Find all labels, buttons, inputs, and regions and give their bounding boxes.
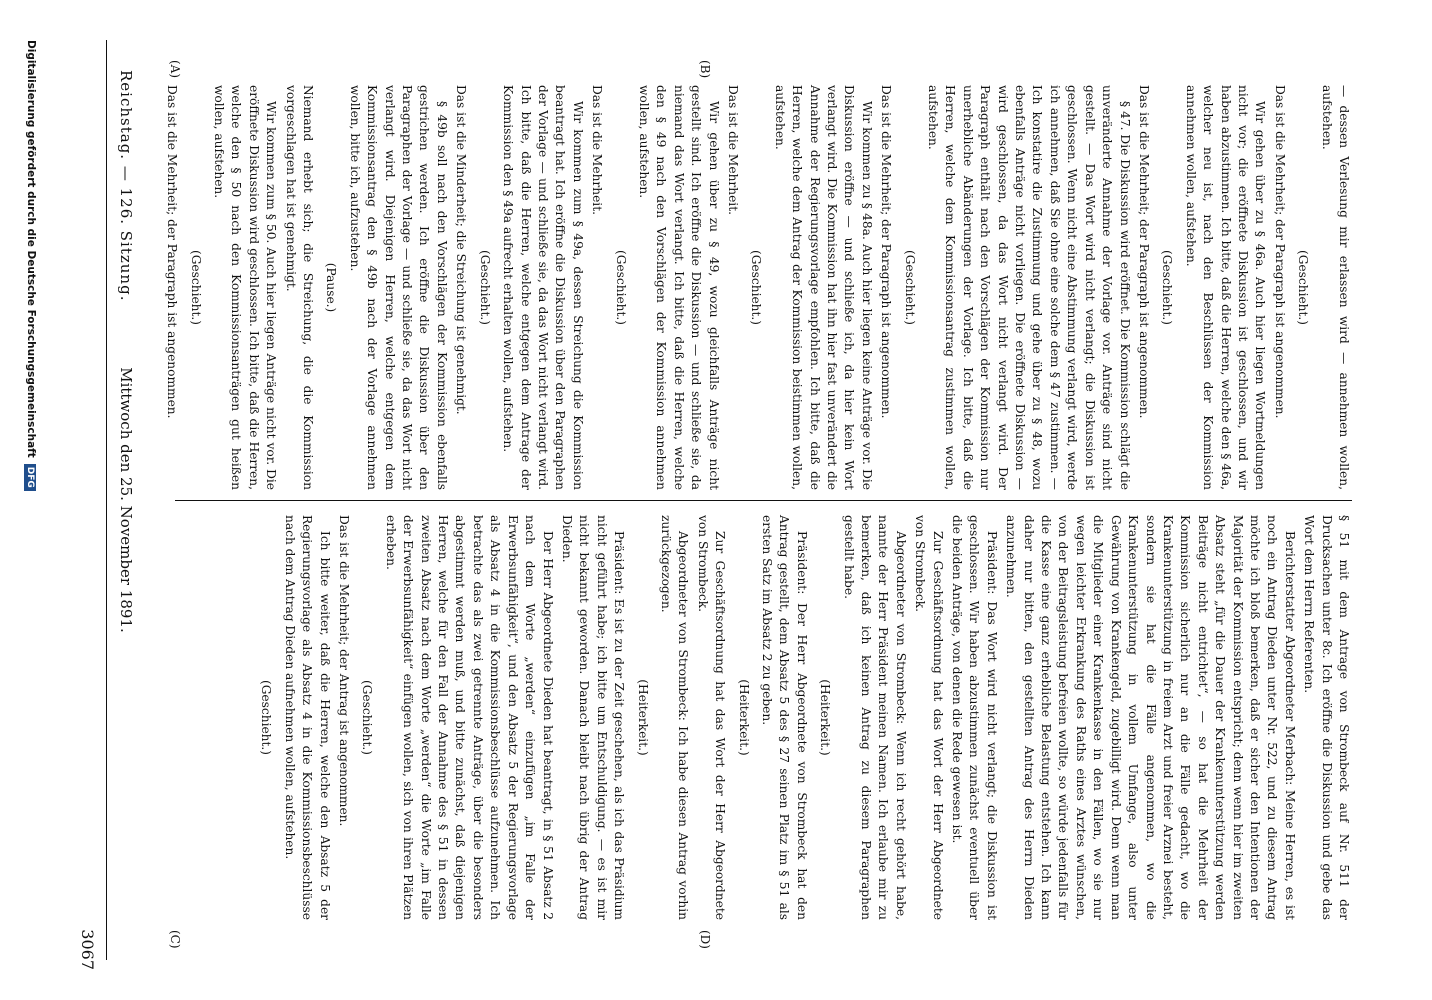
marker-a: (A) — [168, 60, 182, 79]
paragraph: § 47. Die Diskussion wird eröffnet. Die Kommission schlägt die unveränderte Annahme der Vorlage vor. Anträge sind nicht gestellt. — Das Wort wird nicht verlangt; die Diskussion ist geschlossen. Wenn nicht eine Abstimmung verlangt wird, werde ich annehmen, daß Sie ohne eine solche dem § 47 zustimmen. — Ich konstatire die Zustimmung und gehe über zu § 48, wozu ebenfalls Anträge nicht vorliegen. Die eröffnete Diskussion — wird geschlossen, da das Wort nicht verlangt wird. Der Paragraph enthält nach den Vorschlägen der Kommission nur unerhebliche Abänderungen der Vorlage. Ich bitte, daß die Herren, welche dem Kommissionsantrag zustimmen wollen, aufstehen. — [926, 85, 1132, 490]
paragraph: (Geschieht.) — [749, 249, 764, 326]
paragraph: (Pause.) — [324, 262, 339, 313]
paragraph: Zur Geschäftsordnung hat das Wort der Herr Abgeordnete von Strombeck. — [695, 515, 728, 920]
paragraph: Das ist die Mehrheit; der Paragraph ist angenommen. — [165, 85, 180, 419]
paragraph: Wir gehen über zu § 46a. Auch hier liegen Wortmeldungen nicht vor; die eröffnete Diskussion ist geschlossen, und wir haben abzustimmen. Ich bitte, daß die Herren, welche den § 46a, welcher neu ist, nach den Beschlüssen der Kommission annehmen wollen, aufstehen. — [1183, 85, 1268, 490]
paragraph: (Heiterkeit.) — [736, 679, 751, 756]
paragraph: (Geschieht.) — [188, 249, 203, 326]
paragraph: (Geschieht.) — [1296, 249, 1311, 326]
paragraph: (Geschieht.) — [259, 679, 274, 756]
paragraph: Abgeordneter von Strombeck: Ich habe diesen Antrag vorhin zurückgezogen. — [658, 515, 691, 920]
paragraph: (Geschieht.) — [1160, 249, 1175, 326]
paragraph: Das ist die Minderheit; die Streichung ist genehmigt. — [454, 85, 469, 415]
header-date: Mittwoch den 25. November 1891. — [117, 367, 135, 633]
paragraph: Das ist die Mehrheit; der Paragraph ist angenommen. — [879, 85, 894, 419]
left-column — [165, 85, 1352, 490]
paragraph: (Geschieht.) — [613, 249, 628, 326]
paragraph: (Geschieht.) — [360, 679, 375, 756]
paragraph: Das ist die Mehrheit; der Antrag ist angenommen. — [337, 515, 352, 827]
paragraph: Das ist die Mehrheit; der Paragraph ist angenommen. — [1272, 85, 1287, 419]
paragraph: Das ist die Mehrheit; der Paragraph ist angenommen. — [1136, 85, 1151, 419]
paragraph: Ich bitte weiter, daß die Herren, welche den Absatz 5 der Regierungsvorlage als Absatz 4 in die Kommissionsbeschlüsse nach dem Antrag Dieden aufnehmen wollen, aufstehen. — [282, 515, 332, 920]
dfg-credit — [24, 40, 37, 491]
right-column — [175, 515, 1352, 920]
paragraph: Der Herr Abgeordnete Dieden hat beantragt, in § 51 Absatz 2 nach dem Worte „werden“ einzufügen „im Falle der Erwerbsunfähigkeit“, und den Absatz 5 der Regierungsvorlage als Absatz 4 in die Kommissionsbeschlüsse aufzunehmen. Ich betrachte das als zwei getrennte Anträge, über die besonders abgestimmt werden muß, und bitte zunächst, daß diejenigen Herren, welche für den Fall der Annahme des § 51 in dessen zweiten Absatz nach dem Worte „werden“ die Worte „im Falle der Erwerbsunfähigkeit“ einfügen wollen, sich von ihren Plätzen erheben. — [383, 515, 555, 920]
paragraph: (Geschieht.) — [477, 249, 492, 326]
paragraph: Das ist die Mehrheit. — [590, 85, 605, 215]
paragraph: Wir gehen über zu § 49, wozu gleichfalls Anträge nicht gestellt sind. Ich eröffne die Diskussion — und schließe sie, da niemand das Wort verlangt. Ich bitte, daß die Herren, welche den § 49 nach den Vorschlägen der Kommission annehmen wollen, aufstehen. — [636, 85, 721, 490]
paragraph: Abgeordneter von Strombeck: Wenn ich recht gehört habe, nannte der Herr Präsident meinen Namen. Ich erlaube mir zu bemerken, daß ich keinen Antrag zu diesem Paragraphen gestellt habe. — [841, 515, 908, 920]
paragraph: Niemand erhebt sich; die Streichung, die die Kommission vorgeschlagen hat ist genehmigt. — [283, 85, 316, 490]
marker-c: (C) — [168, 930, 182, 949]
paragraph: § 51 mit dem Antrage von Strombeck auf Nr. 511 der Drucksachen unter 8c. Ich eröffne die Diskussion und gebe das Wort dem Herrn Referenten. — [1302, 515, 1351, 920]
paragraph: Berichterstatter Abgeordneter Merbach: Meine Herren, es ist noch ein Antrag Dieden unter Nr. 522, und zu diesem Antrag möchte ich bloß bemerken, daß er sicher den Intentionen der Majorität der Kommission entspricht; denn wenn hier im zweiten Absatz steht „für die Dauer der Krankenunterstützung werden Beiträge nicht entrichtet“, — so hat die Mehrheit der Kommission sicherlich nur an die Fälle gedacht, wo die Krankenunterstützung in freiem Arzt und freier Arznei besteht, sondern sie hat die Fälle angenommen, wo die Krankenunterstützung in vollem Umfange, also unter Gewährung von Krankengeld, zugebilligt wird. Denn wenn man die Mitglieder einer Krankenkasse in den Fällen, wo sie nur wegen leichter Erkrankung des Raths eines Arztes wünschen, von der Beitragsleistung befreien wollte, so würde jedenfalls für die Kasse eine ganz erhebliche Belastung entstehen. Ich kann daher nur bitten, den gestellten Antrag des Herrn Dieden anzunehmen. — [1004, 515, 1297, 920]
column-divider — [175, 500, 1352, 501]
paragraph: Präsident: Der Herr Abgeordnete von Strombeck hat den Antrag gestellt, dem Absatz 5 des § 27 seinen Platz im § 51 als ersten Satz im Absatz 2 zu geben. — [760, 515, 809, 920]
marker-b: (B) — [698, 60, 712, 79]
paragraph: Wir kommen zum § 50. Auch hier liegen Anträge nicht vor. Die eröffnete Diskussion wird geschlossen. Ich bitte, daß die Herren, welche den § 50 nach den Kommissionsanträgen gut heißen wollen, aufstehen. — [212, 85, 279, 490]
paragraph: (Heiterkeit.) — [635, 679, 650, 756]
paragraph: Wir kommen zum § 49a, dessen Streichung die Kommission beantragt hat. Ich eröffne die Diskussion über den Paragraphen der Vorlage — und schließe sie, da das Wort nicht verlangt wird. Ich bitte, daß die Herren, welche entgegen dem Antrage der Kommission den § 49a aufrecht erhalten wollen, aufstehen. — [501, 85, 585, 490]
paragraph: § 49b soll nach den Vorschlägen der Kommission ebenfalls gestrichen werden. Ich eröffne die Diskussion über den Paragraphen der Vorlage — und schließe sie, da das Wort nicht verlangt wird. Diejenigen Herren, welche entgegen dem Kommissionsantrag den § 49b nach der Vorlage annehmen wollen, bitte ich, aufzustehen. — [347, 85, 449, 490]
dfg-credit-text: Digitalisierung gefördert durch die Deutsche Forschungsgemeinschaft — [25, 40, 37, 458]
paragraph: (Heiterkeit.) — [818, 679, 833, 756]
paragraph: Wir kommen zu § 48a. Auch hier liegen keine Anträge vor. Die Diskussion eröffne — und schließe ich, da hier kein Wort verlangt wird. Die Kommission hat ihn hier fast unverändert die Annahme der Regierungsvorlage empfohlen. Ich bitte, daß die Herren, welche dem Antrag der Kommission beistimmen wollen, aufstehen. — [772, 85, 874, 490]
page-header — [106, 40, 147, 960]
page-number: 3067 — [78, 929, 97, 970]
paragraph: Das ist die Mehrheit. — [726, 85, 740, 215]
dfg-logo: DFG — [24, 464, 36, 491]
paragraph: Präsident: Es ist zu der Zeit geschehen, als ich das Präsidium nicht geführt habe; ich bitte um Entschuldigung. — es ist mir nicht bekannt geworden. Danach bleibt nach übrig der Antrag Dieden. — [559, 515, 627, 920]
paragraph: Präsident: Das Wort wird nicht verlangt; die Diskussion ist geschlossen. Wir haben abzustimmen zunächst eventuell über die beiden Anträge, von denen die Rede gewesen ist. — [950, 515, 999, 920]
header-session: Reichstag. — 126. Sitzung. — [117, 70, 135, 302]
paragraph: Zur Geschäftsordnung hat das Wort der Herr Abgeordnete von Strombeck. — [913, 515, 945, 920]
marker-d: (D) — [698, 930, 712, 949]
paragraph: (Geschieht.) — [902, 249, 917, 326]
paragraph: — dessen Verlesung mir erlassen wird — annehmen wollen, aufstehen. — [1319, 85, 1351, 490]
